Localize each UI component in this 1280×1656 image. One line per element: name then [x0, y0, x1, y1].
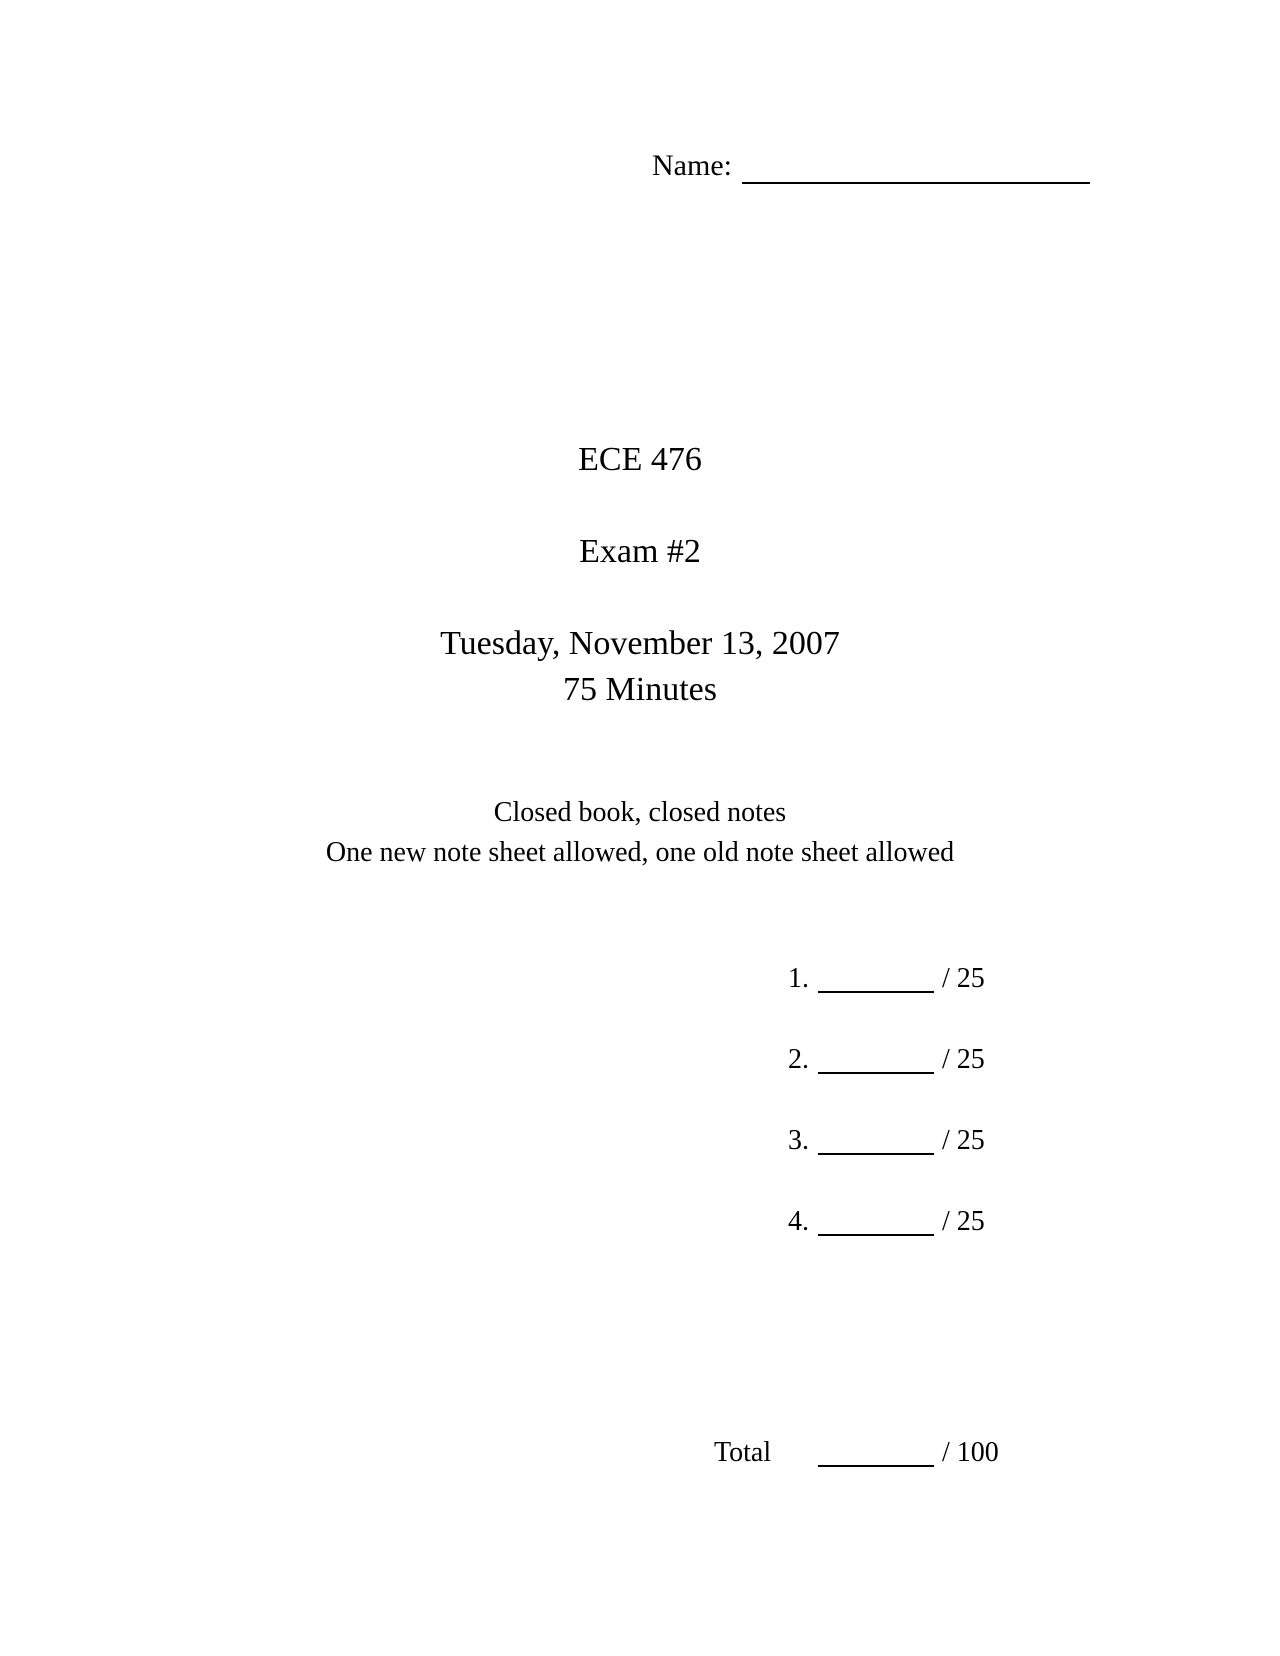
max-points: / 25	[942, 1125, 985, 1156]
score-blank-line[interactable]	[818, 1153, 934, 1155]
problem-number: 2.	[788, 1044, 809, 1075]
name-label: Name:	[652, 149, 732, 182]
score-blank-line[interactable]	[818, 991, 934, 993]
max-points: / 25	[942, 963, 985, 994]
exam-rule-2: One new note sheet allowed, one old note sheet allowed	[325, 837, 955, 868]
exam-date: Tuesday, November 13, 2007	[440, 625, 840, 662]
max-points: / 25	[942, 1044, 985, 1075]
total-max-points: / 100	[942, 1437, 999, 1468]
total-blank-line[interactable]	[818, 1465, 934, 1467]
total-label: Total	[714, 1437, 772, 1468]
name-blank-line[interactable]	[742, 182, 1090, 184]
course-title: ECE 476	[578, 441, 702, 478]
problem-number: 1.	[788, 963, 809, 994]
score-blank-line[interactable]	[818, 1234, 934, 1236]
exam-rule-1: Closed book, closed notes	[493, 797, 787, 828]
problem-number: 4.	[788, 1206, 809, 1237]
max-points: / 25	[942, 1206, 985, 1237]
problem-number: 3.	[788, 1125, 809, 1156]
exam-duration: 75 Minutes	[563, 671, 717, 708]
exam-title: Exam #2	[579, 533, 701, 570]
score-blank-line[interactable]	[818, 1072, 934, 1074]
